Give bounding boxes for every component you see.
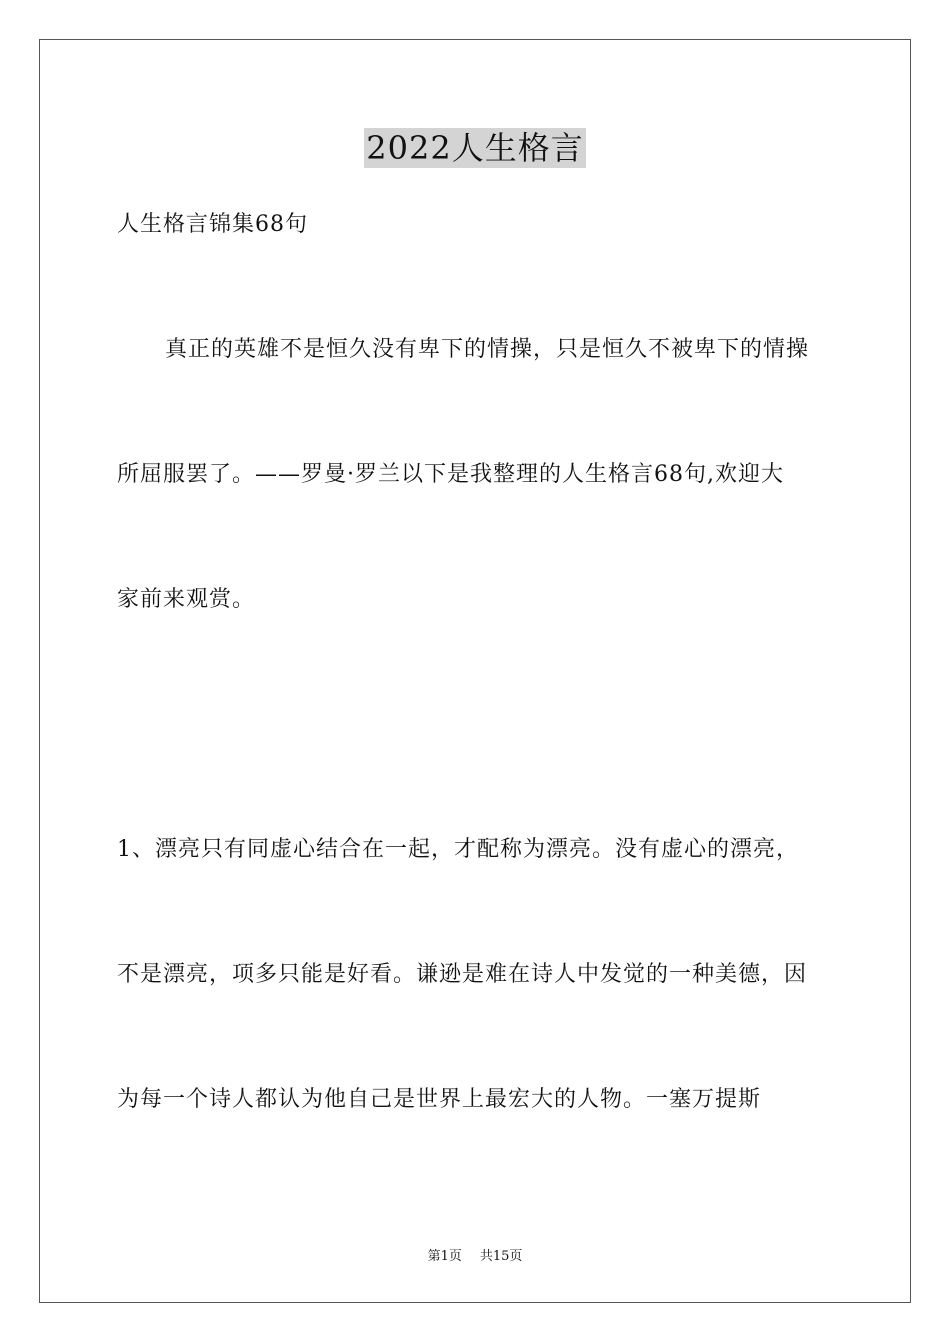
page-number: 第1页 [427,1249,462,1264]
paragraph-line-2: 所屈服罢了。——罗曼·罗兰以下是我整理的人生格言68句,欢迎大 [117,462,784,487]
paragraph-line-4: 1、漂亮只有同虚心结合在一起，才配称为漂亮。没有虚心的漂亮， [117,837,799,862]
title-container [0,128,950,168]
paragraph-line-5: 不是漂亮，项多只能是好看。谦逊是难在诗人中发觉的一种美德，因 [117,962,808,987]
page-footer [0,1248,950,1266]
page-total: 共15页 [479,1249,523,1264]
paragraph-line-6: 为每一个诗人都认为他自己是世界上最宏大的人物。一塞万提斯 [117,1087,762,1112]
paragraph-line-1: 真正的英雄不是恒久没有卑下的情操，只是恒久不被卑下的情操 [165,337,810,362]
paragraph-line-3: 家前来观赏。 [117,587,256,612]
document-title: 2022人生格言 [366,129,584,167]
document-subtitle: 人生格言锦集68句 [117,212,308,237]
